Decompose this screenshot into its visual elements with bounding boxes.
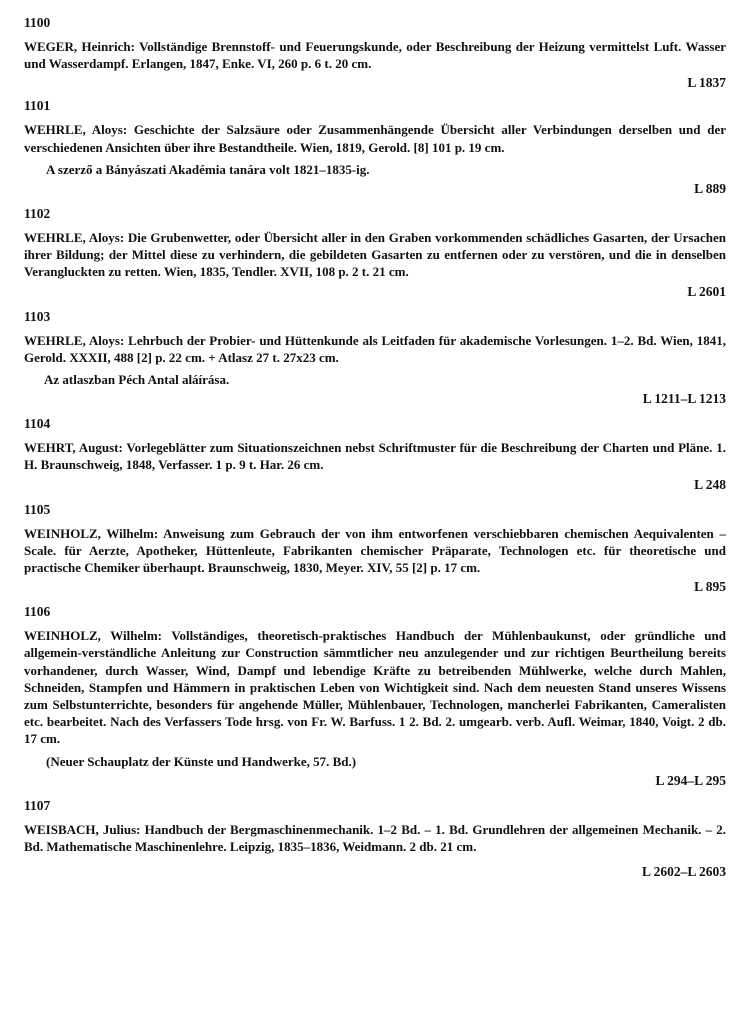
entry-number: 1102	[24, 206, 51, 222]
entry-number: 1106	[24, 604, 51, 620]
shelf-mark: L 248	[694, 476, 726, 492]
shelf-mark: L 1837	[687, 75, 726, 91]
catalog-entry-1101	[24, 97, 726, 197]
shelf-mark: L 1211–L 1213	[642, 391, 726, 407]
entry-description: WEINHOLZ, Wilhelm: Anweisung zum Gebrauch der von ihm entworfenen verschiebbaren chemischen Aequivalenten – Scale. für Aerzte, Apotheker, Hüttenleute, Fabrikanten chemischer Präparate, Technologen etc. für theoretische und practische Chemiker überhaupt. Braunschweig, 1830, Meyer. XIV, 55 [2] p. 17 cm.	[24, 525, 726, 576]
entry-description: WEINHOLZ, Wilhelm: Vollständiges, theoretisch-praktisches Handbuch der Mühlenbaukunst, oder gründliche und allgemein-verständliche Anleitung zur Construction sämmtlicher neu anzulegender und zur richtigen Beurtheilung bereits vorhandener, durch Wasser, Wind, Dampf und lebendige Kräfte zu betreibenden Mühlwerke, welche durch Mahlen, Schneiden, Stampfen und Hämmern in praktischen Leben von Wichtigkeit sind. Nach dem neuesten Stand unseres Wissens zum Selbstunterrichte, besonders für angehende Müller, Mühlenbauer, Technologen, mancherlei Fabrikanten, Cameralisten etc. bearbeitet. Nach des Verfassers Tode hrsg. von Fr. W. Barfuss. 1 2. Bd. 2. umgearb. verb. Aufl. Weimar, 1840, Voigt. 2 db. 17 cm.	[24, 628, 726, 747]
entry-note: (Neuer Schauplatz der Künste und Handwerke, 57. Bd.)	[46, 753, 357, 769]
entry-description: WEHRLE, Aloys: Lehrbuch der Probier- und Hüttenkunde als Leitfaden für akademische Vorlesungen. 1–2. Bd. Wien, 1841, Gerold. XXXII, 488 [2] p. 22 cm. + Atlasz 27 t. 27x23 cm.	[24, 332, 726, 365]
entry-description: WEGER, Heinrich: Vollständige Brennstoff- und Feuerungskunde, oder Beschreibung der Heizung vermittelst Luft. Wasser und Wasserdampf. Erlangen, 1847, Enke. VI, 260 p. 6 t. 20 cm.	[24, 39, 726, 72]
entry-number: 1101	[24, 98, 51, 114]
entry-note: Az atlaszban Péch Antal aláírása.	[44, 372, 230, 388]
entry-description: WEHRLE, Aloys: Geschichte der Salzsäure oder Zusammenhängende Übersicht aller Verbindungen derselben und der verschiedenen Ansichten über ihre Bestandtheile. Wien, 1819, Gerold. [8] 101 p. 19 cm.	[24, 122, 726, 155]
shelf-mark: L 2602–L 2603	[641, 864, 726, 880]
shelf-mark: L 889	[694, 181, 726, 197]
catalog-entry-1107	[24, 797, 726, 880]
entry-number: 1100	[24, 15, 51, 30]
entry-number: 1103	[24, 308, 51, 324]
catalog-entry-1102	[24, 205, 726, 300]
catalog-page	[24, 14, 726, 880]
entry-note: A szerző a Bányászati Akadémia tanára volt 1821–1835-ig.	[46, 161, 370, 177]
shelf-mark: L 294–L 295	[655, 772, 726, 788]
entry-description: WEISBACH, Julius: Handbuch der Bergmaschinenmechanik. 1–2 Bd. – 1. Bd. Grundlehren der allgemeinen Mechanik. – 2. Bd. Mathematische Maschinenlehre. Leipzig, 1835–1836, Weidmann. 2 db. 21 cm.	[24, 821, 726, 855]
catalog-entry-1103	[24, 308, 726, 408]
entry-description: WEHRT, August: Vorlegeblätter zum Situationszeichnen nebst Schriftmuster für die Beschreibung der Charten und Pläne. 1. H. Braunschweig, 1848, Verfasser. 1 p. 9 t. Har. 26 cm.	[24, 440, 726, 473]
entry-number: 1107	[24, 797, 51, 813]
entry-number: 1105	[24, 501, 51, 517]
catalog-entry-1104	[24, 415, 726, 492]
catalog-entry-1100	[24, 14, 726, 91]
shelf-mark: L 895	[694, 579, 726, 595]
catalog-entry-1106	[24, 603, 726, 789]
catalog-entry-1105	[24, 501, 726, 596]
shelf-mark: L 2601	[687, 283, 726, 299]
entry-description: WEHRLE, Aloys: Die Grubenwetter, oder Übersicht aller in den Graben vorkommenden schädliches Gasarten, der Ursachen ihrer Bildung; der Mittel diese zu verhindern, die gebildeten Gasarten zu entfernen oder zu verstören, und die in denselben Verangluckten zu retten. Wien, 1835, Tendler. XVII, 108 p. 2 t. 21 cm.	[24, 230, 726, 280]
entry-number: 1104	[24, 416, 51, 432]
